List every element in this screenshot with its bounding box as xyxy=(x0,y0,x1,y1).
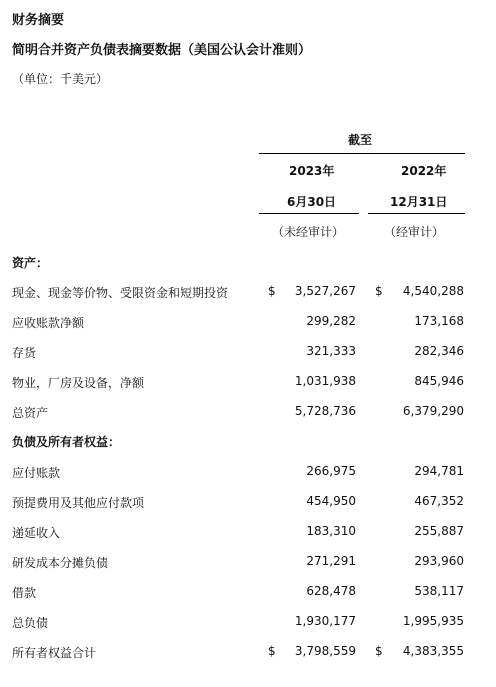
value-2023: 5,728,736 xyxy=(294,404,356,418)
row-label: 递延收入 xyxy=(12,526,61,540)
table-title: 简明合并资产负债表摘要数据（美国公认会计准则） xyxy=(12,43,312,58)
value-2023: 1,930,177 xyxy=(294,614,356,628)
value-2022: 4,540,288 xyxy=(402,284,464,298)
row-label: 总资产 xyxy=(12,406,49,420)
value-2023: 321,333 xyxy=(306,344,356,358)
section-title: 财务摘要 xyxy=(12,13,65,28)
row-label: 所有者权益合计 xyxy=(12,646,97,660)
unit-note: （单位：千美元） xyxy=(12,72,109,86)
currency-symbol: $ xyxy=(268,284,276,298)
col1-divider xyxy=(259,213,359,214)
currency-symbol: $ xyxy=(375,644,383,658)
value-2023: 266,975 xyxy=(306,464,356,478)
value-2023: 299,282 xyxy=(306,314,356,328)
value-2022: 538,117 xyxy=(414,584,464,598)
value-2022: 173,168 xyxy=(414,314,464,328)
value-2023: 271,291 xyxy=(306,554,356,568)
col2-divider xyxy=(368,213,465,214)
row-label: 总负债 xyxy=(12,616,49,630)
liabilities-heading: 负债及所有者权益： xyxy=(12,435,121,449)
row-label: 预提费用及其他应付款项 xyxy=(12,496,145,510)
col2-date: 12月31日 xyxy=(390,195,448,209)
value-2022: 4,383,355 xyxy=(402,644,464,658)
assets-heading: 资产： xyxy=(12,256,49,270)
currency-symbol: $ xyxy=(375,284,383,298)
value-2023: 454,950 xyxy=(306,494,356,508)
value-2022: 6,379,290 xyxy=(402,404,464,418)
as-of-label: 截至 xyxy=(348,133,373,147)
value-2022: 293,960 xyxy=(414,554,464,568)
value-2022: 1,995,935 xyxy=(402,614,464,628)
value-2022: 255,887 xyxy=(414,524,464,538)
col1-date: 6月30日 xyxy=(287,195,337,209)
value-2023: 3,527,267 xyxy=(294,284,356,298)
row-label: 应付账款 xyxy=(12,466,61,480)
value-2022: 294,781 xyxy=(414,464,464,478)
row-label: 现金、现金等价物、受限资金和短期投资 xyxy=(12,286,229,300)
row-label: 存货 xyxy=(12,346,37,360)
col2-audit-note: （经审计） xyxy=(384,225,445,239)
value-2022: 467,352 xyxy=(414,494,464,508)
value-2023: 1,031,938 xyxy=(294,374,356,388)
row-label: 研发成本分摊负债 xyxy=(12,556,109,570)
row-label: 应收账款净额 xyxy=(12,316,85,330)
value-2022: 845,946 xyxy=(414,374,464,388)
row-label: 借款 xyxy=(12,586,37,600)
row-label: 物业，厂房及设备，净额 xyxy=(12,376,145,390)
header-divider-top xyxy=(259,153,465,154)
col1-audit-note: （未经审计） xyxy=(272,225,345,239)
value-2022: 282,346 xyxy=(414,344,464,358)
value-2023: 183,310 xyxy=(306,524,356,538)
value-2023: 3,798,559 xyxy=(294,644,356,658)
col1-year: 2023年 xyxy=(289,164,335,178)
col2-year: 2022年 xyxy=(401,164,447,178)
value-2023: 628,478 xyxy=(306,584,356,598)
currency-symbol: $ xyxy=(268,644,276,658)
